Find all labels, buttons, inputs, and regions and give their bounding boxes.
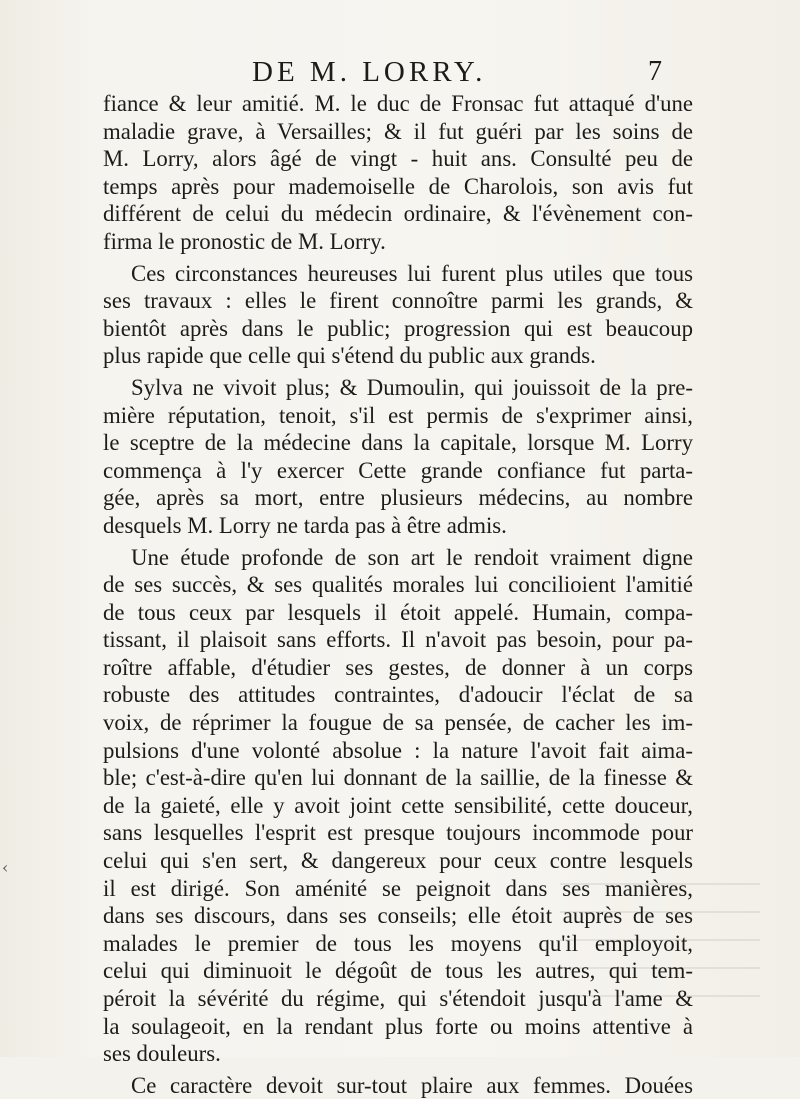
text-line: différent de celui du médecin ordinaire, & l'évènement con- bbox=[103, 201, 693, 227]
paragraph-2 bbox=[103, 260, 693, 370]
text-line: fiance & leur amitié. M. le duc de Fronsac fut attaqué d'une bbox=[103, 91, 693, 116]
show-through-texture bbox=[560, 877, 760, 997]
text-line: Une étude profonde de son art le rendoit vraiment digne bbox=[131, 544, 693, 570]
margin-mark: ‹ bbox=[2, 858, 9, 877]
text-line: bientôt après dans le public; progression qui est beaucoup bbox=[103, 315, 693, 341]
text-line: mière réputation, tenoit, s'il est permis de s'exprimer ainsi, bbox=[103, 402, 693, 428]
text-line: de tous ceux par lesquels il étoit appelé. Humain, compa- bbox=[103, 599, 693, 625]
text-line: maladie grave, à Versailles; & il fut guéri par les soins de bbox=[103, 118, 693, 144]
text-line: péroit la sévérité du régime, qui s'étendoit jusqu'à l'ame & bbox=[103, 986, 693, 1011]
text-line: sans lesquelles l'esprit est presque toujours incommode pour bbox=[103, 820, 693, 846]
text-line: pulsions d'une volonté absolue : la nature l'avoit fait aima- bbox=[103, 737, 693, 763]
paragraph-5 bbox=[103, 1072, 693, 1099]
running-title: DE M. LORRY. bbox=[252, 56, 487, 88]
text-line: commença à l'y exercer Cette grande confiance fut parta- bbox=[103, 457, 693, 483]
text-line: voix, de réprimer la fougue de sa pensée, de cacher les im- bbox=[103, 710, 693, 736]
text-line: il est dirigé. Son aménité se peignoit dans ses manières, bbox=[103, 875, 693, 901]
paragraph-1 bbox=[103, 90, 693, 256]
paragraph-3 bbox=[103, 374, 693, 540]
text-line: ses travaux : elles le firent connoître parmi les grands, & bbox=[103, 288, 693, 314]
text-line: de la gaieté, elle y avoit joint cette sensibilité, cette douceur, bbox=[103, 792, 693, 818]
text-line: Ces circonstances heureuses lui furent plus utiles que tous bbox=[131, 260, 693, 286]
text-line: celui qui s'en sert, & dangereux pour ceux contre lesquels bbox=[103, 848, 693, 874]
text-line: malades le premier de tous les moyens qu'il employoit, bbox=[103, 930, 693, 956]
text-line: la soulageoit, en la rendant plus forte ou moins attentive à bbox=[103, 1013, 693, 1039]
text-line: roître affable, d'étudier ses gestes, de donner à un corps bbox=[103, 654, 693, 680]
text-line: Ce caractère devoit sur-tout plaire aux femmes. Douées bbox=[131, 1072, 693, 1098]
text-line: dans ses discours, dans ses conseils; elle étoit auprès de ses bbox=[103, 903, 693, 929]
text-line: le sceptre de la médecine dans la capitale, lorsque M. Lorry bbox=[103, 430, 693, 456]
text-line: M. Lorry, alors âgé de vingt - huit ans. Consulté peu de bbox=[103, 146, 693, 172]
page-number: 7 bbox=[648, 56, 662, 87]
text-line: Sylva ne vivoit plus; & Dumoulin, qui jouissoit de la pre- bbox=[131, 374, 693, 400]
text-line: desquels M. Lorry ne tarda pas à être admis. bbox=[103, 512, 507, 538]
text-line: robuste des attitudes contraintes, d'adoucir l'éclat de sa bbox=[103, 682, 693, 708]
text-line: de ses succès, & ses qualités morales lui concilioient l'amitié bbox=[103, 572, 693, 598]
text-line: firma le pronostic de M. Lorry. bbox=[103, 228, 386, 254]
text-line: tissant, il plaisoit sans efforts. Il n'avoit pas besoin, pour pa- bbox=[103, 627, 693, 653]
text-line: gée, après sa mort, entre plusieurs médecins, au nombre bbox=[103, 485, 693, 511]
text-line: temps après pour mademoiselle de Charolois, son avis fut bbox=[103, 173, 693, 199]
running-head bbox=[200, 56, 660, 92]
text-line: plus rapide que celle qui s'étend du public aux grands. bbox=[103, 343, 596, 369]
text-line: ses douleurs. bbox=[103, 1041, 221, 1067]
text-line: celui qui diminuoit le dégoût de tous les autres, qui tem- bbox=[103, 958, 693, 984]
text-line: ble; c'est-à-dire qu'en lui donnant de la saillie, de la finesse & bbox=[103, 765, 693, 791]
